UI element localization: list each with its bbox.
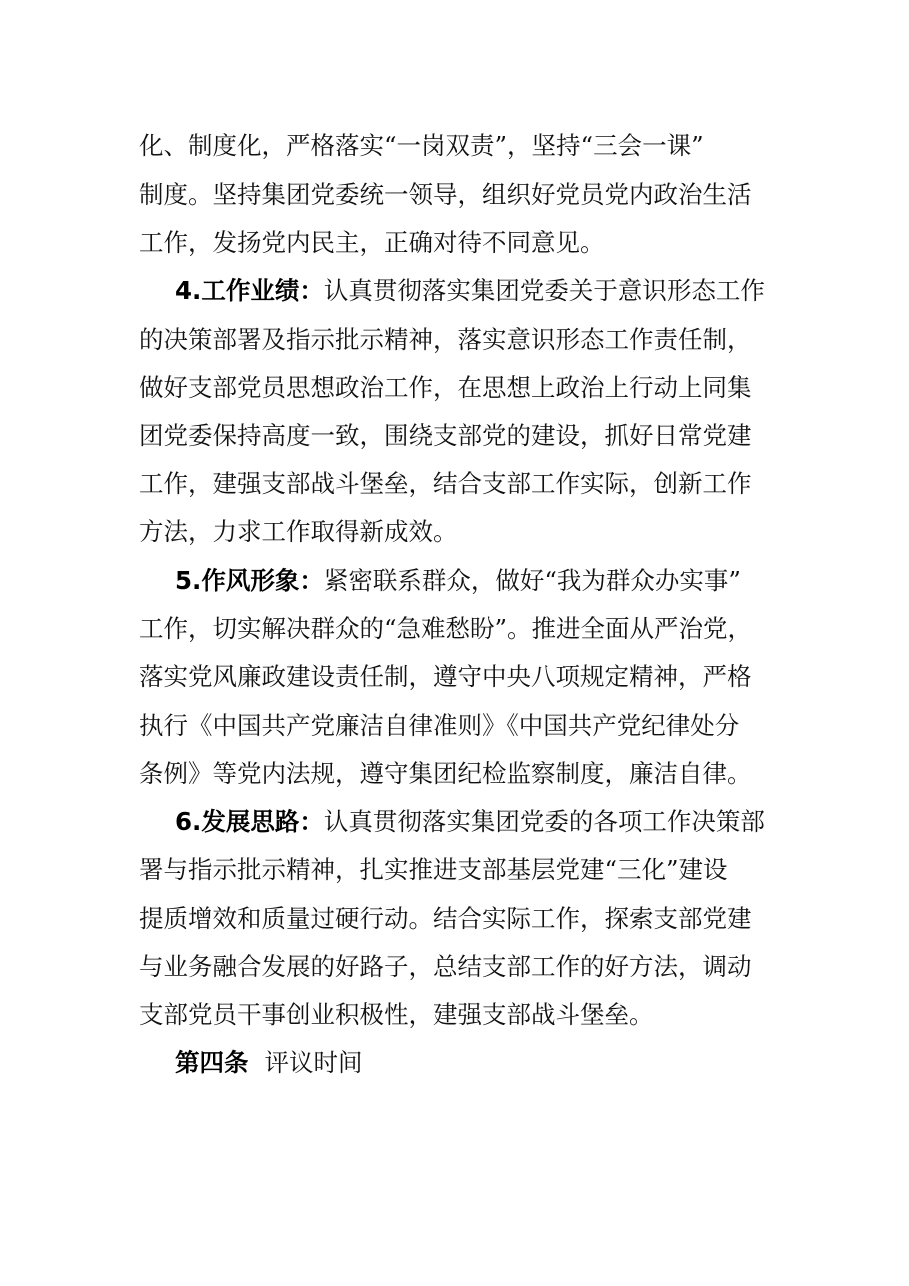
section-item-work-style bbox=[175, 561, 741, 601]
body-text-line: 落实党风廉政建设责任制，遵守中央八项规定精神，严格 bbox=[139, 662, 752, 691]
body-text: 认真贯彻落实集团党委关于意识形态工作 bbox=[323, 276, 765, 305]
article-number: 第四条 bbox=[175, 1048, 249, 1077]
body-text-line: 做好支部党员思想政治工作，在思想上政治上行动上同集 bbox=[139, 373, 752, 402]
item-heading: 5.作风形象： bbox=[175, 566, 324, 595]
body-text-line: 工作，发扬党内民主，正确对待不同意见。 bbox=[139, 228, 605, 257]
body-text-line: 提质增效和质量过硬行动。结合实际工作，探索支部党建 bbox=[139, 904, 752, 933]
item-heading: 6.发展思路： bbox=[175, 807, 324, 836]
body-text-line: 署与指示批示精神，扎实推进支部基层党建“三化”建设 bbox=[139, 855, 728, 884]
body-text-line: 团党委保持高度一致，围绕支部党的建设，抓好日常党建 bbox=[139, 421, 752, 450]
body-text-line: 支部党员干事创业积极性，建强支部战斗堡垒。 bbox=[139, 1000, 654, 1029]
body-text-line: 工作，切实解决群众的“急难愁盼”。推进全面从严治党， bbox=[139, 614, 753, 643]
item-heading: 4.工作业绩： bbox=[175, 276, 324, 305]
body-text: 紧密联系群众，做好“我为群众办实事” bbox=[323, 566, 741, 595]
article-title: 评议时间 bbox=[264, 1048, 363, 1077]
body-text-line: 条例》等党内法规，遵守集团纪检监察制度，廉洁自律。 bbox=[139, 759, 752, 788]
body-text-line: 制度。坚持集团党委统一领导，组织好党员党内政治生活 bbox=[139, 180, 752, 209]
section-item-work-performance bbox=[175, 271, 765, 311]
body-text-line: 的决策部署及指示批示精神，落实意识形态工作责任制， bbox=[139, 325, 752, 354]
body-text: 认真贯彻落实集团党委的各项工作决策部 bbox=[323, 807, 765, 836]
body-text-line: 与业务融合发展的好路子，总结支部工作的好方法，调动 bbox=[139, 952, 752, 981]
body-text-line: 方法，力求工作取得新成效。 bbox=[139, 517, 458, 546]
body-text-line: 工作，建强支部战斗堡垒，结合支部工作实际，创新工作 bbox=[139, 469, 752, 498]
body-text-line: 化、制度化，严格落实“一岗双责”，坚持“三会一课” bbox=[139, 131, 704, 160]
section-item-development-ideas bbox=[175, 802, 765, 842]
body-text-line: 执行《中国共产党廉洁自律准则》《中国共产党纪律处分 bbox=[139, 711, 740, 740]
article-heading bbox=[175, 1043, 363, 1083]
